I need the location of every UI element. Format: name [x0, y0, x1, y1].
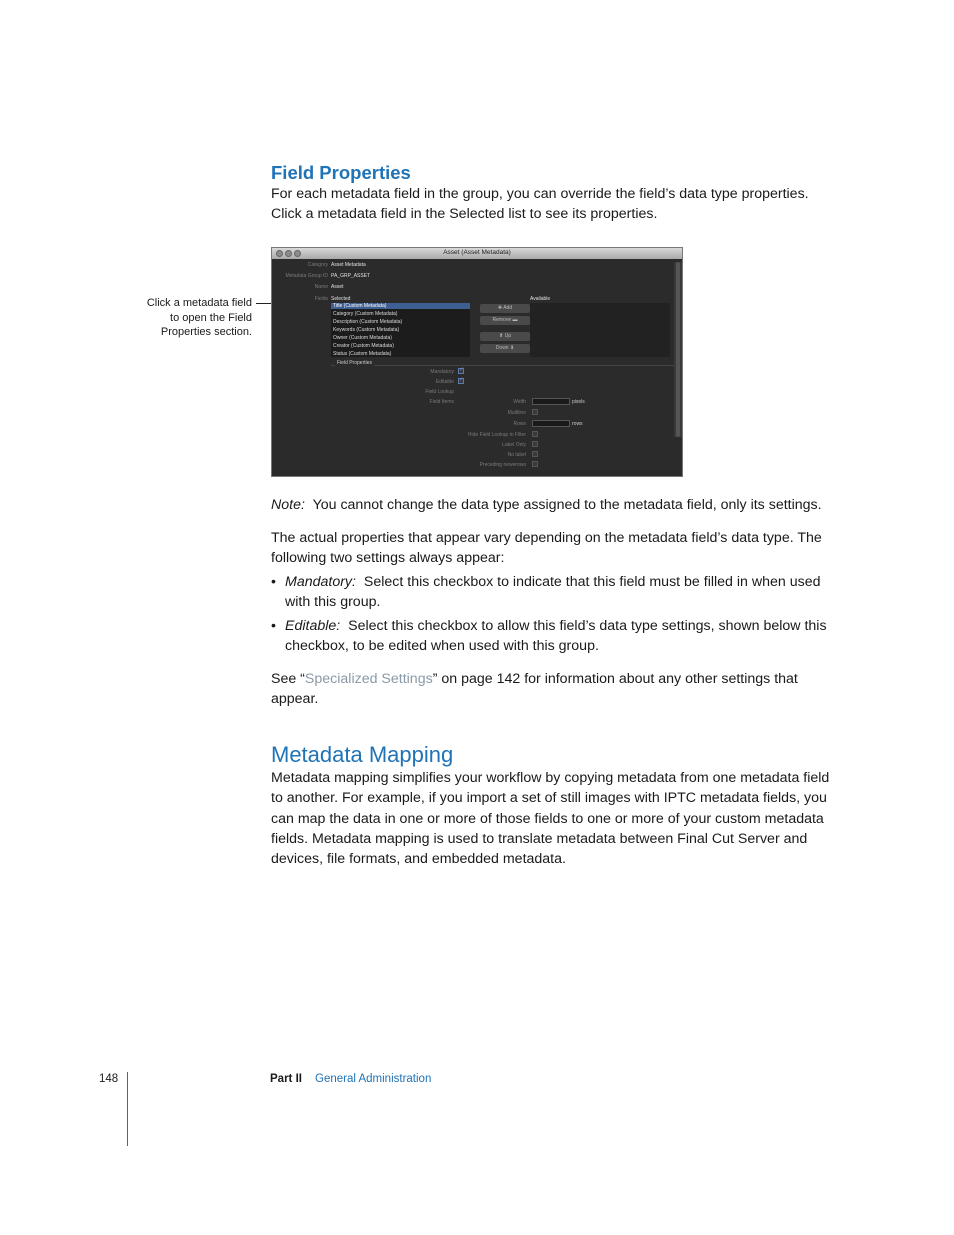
screenshot-callout	[118, 296, 252, 340]
name-label: Name	[314, 284, 328, 290]
preceding-label: Preceding newerows	[479, 462, 526, 468]
multiline-label: Multiline	[507, 410, 526, 416]
editable-checkbox[interactable]	[458, 378, 464, 384]
down-button[interactable]	[480, 344, 530, 353]
field-lookup-label: Field Lookup	[425, 389, 454, 395]
bullet-term: Editable:	[285, 618, 341, 634]
category-value: Asset Metadata	[331, 262, 366, 268]
name-value: Asset	[331, 284, 344, 290]
hide-lookup-checkbox[interactable]	[532, 431, 538, 437]
page-number: 148	[99, 1073, 119, 1085]
callout-line-1: Click a metadata field	[146, 297, 252, 309]
multiline-checkbox[interactable]	[532, 409, 538, 415]
down-button-label: Down	[495, 345, 509, 351]
available-header: Available	[530, 296, 551, 302]
list-item[interactable]: Creator (Custom Metadata)	[333, 343, 394, 349]
rows-unit: rows	[572, 421, 583, 427]
list-item[interactable]: Keywords (Custom Metadata)	[333, 327, 400, 333]
selected-header: Selected	[331, 296, 351, 302]
bullet-text: Select this checkbox to indicate that this field must be filled in when used with this group.	[285, 574, 821, 611]
arrow-up-icon: ⬆	[499, 333, 505, 339]
footer-rule	[127, 1072, 128, 1146]
note-paragraph	[271, 495, 831, 515]
note-text: You cannot change the data type assigned to the metadata field, only its settings.	[312, 497, 822, 513]
field-items-label: Field Items	[429, 399, 454, 405]
width-field[interactable]	[532, 398, 570, 405]
bullet-mandatory	[271, 572, 831, 613]
window-scrollbar-thumb[interactable]	[676, 262, 680, 437]
section-heading-metadata-mapping: Metadata Mapping	[271, 742, 454, 767]
group-id-label: Metadata Group ID	[285, 273, 328, 279]
bullet-term: Mandatory:	[285, 574, 356, 590]
arrow-down-icon: ⬇	[508, 345, 515, 351]
specialized-settings-link[interactable]: Specialized Settings	[304, 671, 433, 687]
metadata-mapping-body: Metadata mapping simplifies your workflow by copying metadata from one metadata field to another. For example, if you import a set of still images with IPTC metadata fields, you can map the data in one or more of those fields to one or more of your custom metadata fields. Metadata mapping is used to translate metadata between Final Cut Server and devices, file formats, and embedded metadata.	[271, 770, 830, 868]
label-only-label: Label Only	[502, 442, 526, 448]
up-button-label: Up	[504, 333, 511, 339]
asset-metadata-window-screenshot	[271, 247, 683, 477]
no-label-checkbox[interactable]	[532, 451, 538, 457]
label-only-checkbox[interactable]	[532, 441, 538, 447]
footer-section-link[interactable]: General Administration	[315, 1073, 432, 1085]
callout-line-2: to open the Field	[170, 311, 252, 324]
see-after: ” on page 142 for information about any other settings that appear.	[271, 671, 798, 708]
plus-icon: ✚	[497, 305, 504, 311]
callout-line-3: Properties section.	[160, 326, 252, 339]
minus-icon: ▬	[511, 317, 518, 323]
field-properties-divider	[331, 365, 683, 366]
bullet-dot-icon: •	[271, 618, 276, 634]
list-item[interactable]: Title (Custom Metadata)	[331, 303, 470, 309]
field-properties-label: Field Properties	[337, 360, 373, 366]
list-item[interactable]: Category (Custom Metadata)	[333, 311, 398, 317]
footer-part: Part II	[270, 1073, 302, 1085]
no-label-label: No label	[507, 452, 526, 458]
see-also-paragraph	[271, 669, 831, 710]
editable-label: Editable	[435, 379, 454, 385]
up-button[interactable]	[480, 332, 530, 341]
remove-button[interactable]	[480, 316, 530, 325]
selected-fields-list[interactable]	[331, 303, 470, 357]
section-heading-field-properties: Field Properties	[271, 162, 411, 183]
bullet-editable	[271, 616, 831, 657]
window-title: Asset (Asset Metadata)	[443, 249, 511, 256]
width-unit: pixels	[572, 399, 585, 405]
preceding-checkbox[interactable]	[532, 461, 538, 467]
mandatory-checkbox[interactable]	[458, 368, 464, 374]
note-label: Note:	[271, 497, 305, 513]
field-properties-intro: For each metadata field in the group, you can override the field’s data type properties. Click a metadata field in the Selected list to see its properties.	[271, 186, 809, 223]
fields-label: Fields	[314, 296, 328, 302]
group-id-value: PA_GRP_ASSET	[331, 273, 371, 279]
list-item[interactable]: Description (Custom Metadata)	[333, 319, 403, 325]
see-before: See “	[271, 671, 305, 687]
bullet-dot-icon: •	[271, 574, 276, 590]
available-fields-list[interactable]	[530, 303, 670, 357]
category-label: Category	[307, 262, 328, 268]
list-item[interactable]: Status (Custom Metadata)	[333, 351, 392, 357]
hide-lookup-label: Hide Field Lookup in Filter	[467, 432, 526, 438]
bullet-text: Select this checkbox to allow this field’s data type settings, shown below this checkbox, to be edited when used with this group.	[285, 618, 827, 655]
rows-field[interactable]	[532, 420, 570, 427]
properties-paragraph: The actual properties that appear vary depending on the metadata field’s data type. The following two settings always appear:	[271, 530, 822, 567]
window-titlebar	[272, 248, 682, 259]
rows-label: Rows	[513, 421, 526, 427]
add-button-label: Add	[503, 305, 513, 311]
list-item[interactable]: Owner (Custom Metadata)	[333, 335, 392, 341]
add-button[interactable]	[480, 304, 530, 313]
remove-button-label: Remove	[492, 317, 512, 323]
mandatory-label: Mandatory	[430, 369, 454, 375]
width-label: Width	[513, 399, 526, 405]
